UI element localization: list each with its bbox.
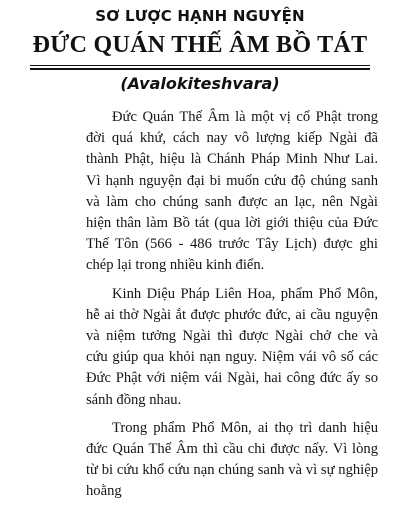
paragraph-1: Đức Quán Thế Âm là một vị cổ Phật trong đời quá khứ, cách nay vô lượng kiếp Ngài đã thành Phật, hiệu là Chánh Pháp Minh Như Lai. Vì hạnh nguyện đại bi muốn cứu độ chúng sanh và làm cho chúng sanh được an lạc, nên Ngài hiện thân làm Bồ tát (qua lời giới thiệu của Đức Thế Tôn (566 - 486 trước Tây Lịch) được ghi chép lại trong nhiều kinh điển. bbox=[86, 109, 378, 274]
title-rule-thin bbox=[30, 65, 370, 66]
chapter-title: ĐỨC QUÁN THẾ ÂM BỒ TÁT bbox=[32, 32, 368, 58]
paragraph-2: Kinh Diệu Pháp Liên Hoa, phẩm Phổ Môn, hễ ai thờ Ngài ắt được phước đức, ai cầu nguyện và niệm tưởng Ngài thì được Ngài chở che và cứu giúp qua khỏi nạn nguy. Niệm vái vô số các Đức Phật với niệm vái Ngài, hai công đức ấy so sánh đồng nhau. bbox=[86, 285, 378, 408]
paragraph-3: Trong phẩm Phổ Môn, ai thọ trì danh hiệu đức Quán Thế Âm thì cầu chi được nấy. Vì lòng từ bi cứu khổ cứu nạn chúng sanh và vì sự nghiệp hoằng bbox=[86, 419, 378, 500]
body-text bbox=[86, 107, 378, 510]
chapter-kicker: SƠ LƯỢC HẠNH NGUYỆN bbox=[95, 7, 305, 25]
chapter-subtitle: (Avalokiteshvara) bbox=[120, 74, 280, 93]
title-rule-thick bbox=[30, 68, 370, 70]
chapter-header bbox=[0, 6, 400, 59]
